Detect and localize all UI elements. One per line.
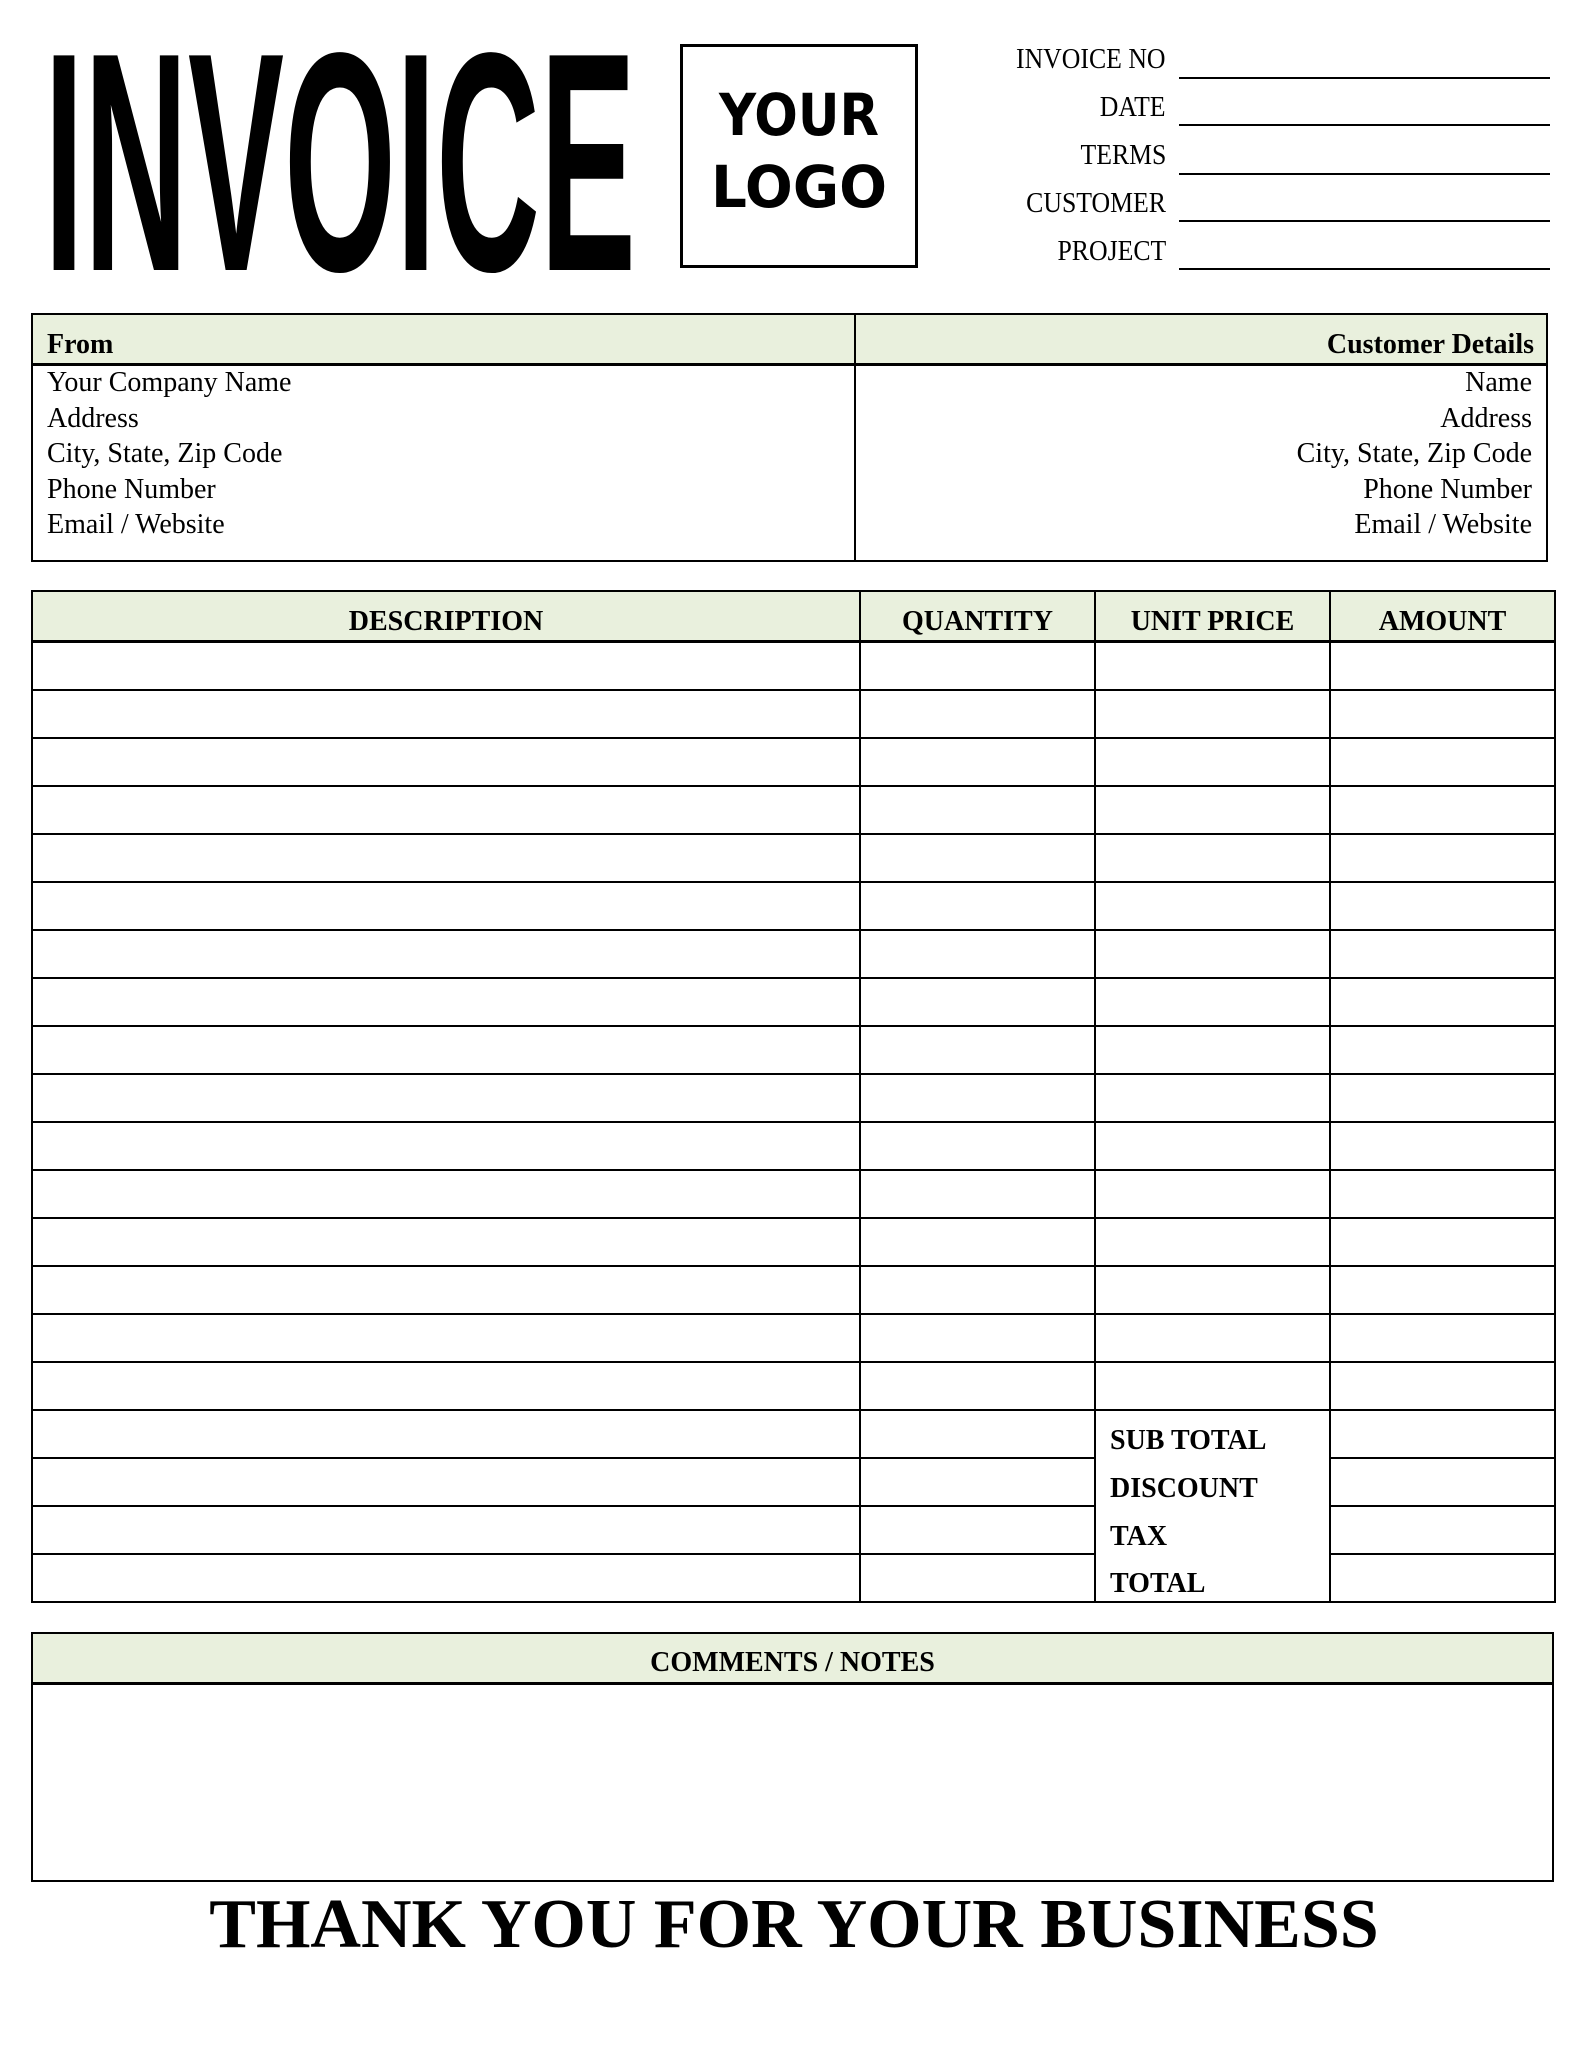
table-row — [32, 1314, 1555, 1362]
totals-value-sub-total[interactable] — [1330, 1410, 1555, 1458]
customer-details-heading: Customer Details — [1326, 329, 1534, 360]
column-header-amount: AMOUNT — [1330, 591, 1555, 642]
totals-value-tax[interactable] — [1330, 1506, 1555, 1554]
quantity-cell[interactable] — [860, 642, 1095, 691]
unit-price-cell[interactable] — [1095, 930, 1330, 978]
thank-you-message: THANK YOU FOR YOUR BUSINESS — [209, 1886, 1379, 1963]
totals-value-discount[interactable] — [1330, 1458, 1555, 1506]
customer-address-line[interactable]: Address — [1440, 402, 1532, 434]
quantity-cell[interactable] — [860, 1122, 1095, 1170]
description-cell[interactable] — [32, 642, 860, 691]
table-row — [32, 1266, 1555, 1314]
description-cell[interactable] — [32, 1266, 860, 1314]
table-row — [32, 882, 1555, 930]
totals-label-tax: TAX — [1095, 1506, 1330, 1554]
quantity-cell[interactable] — [860, 1362, 1095, 1410]
unit-price-cell[interactable] — [1095, 1314, 1330, 1362]
column-header-quantity: QUANTITY — [860, 591, 1095, 642]
unit-price-cell[interactable] — [1095, 642, 1330, 691]
amount-cell[interactable] — [1330, 882, 1555, 930]
from-company-name[interactable]: Your Company Name — [47, 367, 292, 398]
table-row — [32, 978, 1555, 1026]
quantity-cell[interactable] — [860, 978, 1095, 1026]
from-address-line[interactable]: Address — [47, 402, 139, 434]
table-row — [32, 1026, 1555, 1074]
unit-price-cell[interactable] — [1095, 1122, 1330, 1170]
unit-price-cell[interactable] — [1095, 1362, 1330, 1410]
comments-area[interactable] — [33, 1685, 1552, 1880]
amount-cell[interactable] — [1330, 930, 1555, 978]
table-row — [32, 1362, 1555, 1410]
customer-email-website[interactable]: Email / Website — [1354, 509, 1532, 540]
unit-price-cell[interactable] — [1095, 1074, 1330, 1122]
table-row — [32, 930, 1555, 978]
description-cell[interactable] — [32, 978, 860, 1026]
amount-cell[interactable] — [1330, 1362, 1555, 1410]
amount-cell[interactable] — [1330, 1170, 1555, 1218]
quantity-cell[interactable] — [860, 834, 1095, 882]
parties-divider — [854, 315, 856, 560]
table-row — [32, 1218, 1555, 1266]
column-header-description: DESCRIPTION — [32, 591, 860, 642]
invoice-title-text: INVOICE — [44, 44, 636, 276]
label-customer: CUSTOMER — [1026, 188, 1166, 219]
quantity-cell[interactable] — [860, 1074, 1095, 1122]
quantity-cell[interactable] — [860, 1170, 1095, 1218]
quantity-cell[interactable] — [860, 786, 1095, 834]
amount-cell[interactable] — [1330, 642, 1555, 691]
column-header-unit-price: UNIT PRICE — [1095, 591, 1330, 642]
quantity-cell[interactable] — [860, 738, 1095, 786]
unit-price-cell[interactable] — [1095, 978, 1330, 1026]
description-cell[interactable] — [32, 1314, 860, 1362]
customer-address — [1297, 365, 1532, 543]
line-items-body — [32, 642, 1555, 1603]
amount-cell[interactable] — [1330, 1122, 1555, 1170]
quantity-cell[interactable] — [860, 1314, 1095, 1362]
description-cell[interactable] — [32, 1218, 860, 1266]
quantity-cell[interactable] — [860, 1218, 1095, 1266]
customer-phone[interactable]: Phone Number — [1363, 473, 1532, 505]
comments-section — [31, 1632, 1554, 1882]
parties-header — [33, 315, 1546, 366]
field-customer[interactable] — [1179, 194, 1550, 222]
description-cell[interactable] — [32, 690, 860, 738]
amount-cell[interactable] — [1330, 1314, 1555, 1362]
amount-cell[interactable] — [1330, 786, 1555, 834]
quantity-cell[interactable] — [860, 1410, 1095, 1458]
amount-cell[interactable] — [1330, 738, 1555, 786]
amount-cell[interactable] — [1330, 690, 1555, 738]
description-cell[interactable] — [32, 1458, 860, 1506]
field-invoice-no[interactable] — [1179, 51, 1550, 79]
quantity-cell[interactable] — [860, 1554, 1095, 1602]
amount-cell[interactable] — [1330, 834, 1555, 882]
quantity-cell[interactable] — [860, 1458, 1095, 1506]
unit-price-cell[interactable] — [1095, 834, 1330, 882]
logo-line-2: LOGO — [711, 153, 887, 221]
description-cell[interactable] — [32, 738, 860, 786]
totals-value-total[interactable] — [1330, 1554, 1555, 1602]
description-cell[interactable] — [32, 1506, 860, 1554]
line-items-table — [31, 590, 1554, 1603]
quantity-cell[interactable] — [860, 1026, 1095, 1074]
logo-placeholder — [680, 44, 918, 268]
amount-cell[interactable] — [1330, 1266, 1555, 1314]
from-email-website[interactable]: Email / Website — [47, 509, 225, 540]
from-address — [47, 365, 291, 543]
totals-label-sub-total: SUB TOTAL — [1095, 1410, 1330, 1458]
quantity-cell[interactable] — [860, 882, 1095, 930]
label-invoice-no: INVOICE NO — [1016, 44, 1166, 75]
table-row — [32, 1458, 1555, 1506]
table-row — [32, 690, 1555, 738]
table-row — [32, 1074, 1555, 1122]
table-row — [32, 1554, 1555, 1602]
table-row — [32, 834, 1555, 882]
unit-price-cell[interactable] — [1095, 738, 1330, 786]
from-city-state-zip[interactable]: City, State, Zip Code — [47, 438, 283, 469]
description-cell[interactable] — [32, 1554, 860, 1602]
field-date[interactable] — [1179, 98, 1550, 126]
description-cell[interactable] — [32, 882, 860, 930]
unit-price-cell[interactable] — [1095, 786, 1330, 834]
unit-price-cell[interactable] — [1095, 1266, 1330, 1314]
logo-text — [683, 47, 915, 265]
description-cell[interactable] — [32, 1122, 860, 1170]
amount-cell[interactable] — [1330, 1026, 1555, 1074]
from-heading: From — [47, 329, 114, 360]
field-project[interactable] — [1179, 242, 1550, 270]
unit-price-cell[interactable] — [1095, 1170, 1330, 1218]
table-row — [32, 1506, 1555, 1554]
quantity-cell[interactable] — [860, 930, 1095, 978]
customer-city-state-zip[interactable]: City, State, Zip Code — [1296, 438, 1532, 469]
field-terms[interactable] — [1179, 147, 1550, 175]
description-cell[interactable] — [32, 1074, 860, 1122]
description-cell[interactable] — [32, 1362, 860, 1410]
amount-cell[interactable] — [1330, 1218, 1555, 1266]
unit-price-cell[interactable] — [1095, 1026, 1330, 1074]
totals-label-discount: DISCOUNT — [1095, 1458, 1330, 1506]
quantity-cell[interactable] — [860, 1266, 1095, 1314]
table-header-row — [32, 591, 1555, 642]
invoice-title — [44, 44, 644, 276]
amount-cell[interactable] — [1330, 978, 1555, 1026]
description-cell[interactable] — [32, 786, 860, 834]
table-row — [32, 1410, 1555, 1458]
quantity-cell[interactable] — [860, 690, 1095, 738]
table-row — [32, 1170, 1555, 1218]
description-cell[interactable] — [32, 1170, 860, 1218]
totals-label-total: TOTAL — [1095, 1554, 1330, 1602]
unit-price-cell[interactable] — [1095, 690, 1330, 738]
parties-box — [31, 313, 1548, 562]
label-terms: TERMS — [1080, 140, 1166, 171]
amount-cell[interactable] — [1330, 1074, 1555, 1122]
unit-price-cell[interactable] — [1095, 1218, 1330, 1266]
quantity-cell[interactable] — [860, 1506, 1095, 1554]
description-cell[interactable] — [32, 1026, 860, 1074]
label-date: DATE — [1100, 92, 1166, 123]
table-row — [32, 642, 1555, 691]
logo-line-1: YOUR — [718, 81, 879, 149]
description-cell[interactable] — [32, 1410, 860, 1458]
description-cell[interactable] — [32, 930, 860, 978]
label-project: PROJECT — [1057, 236, 1166, 267]
table-row — [32, 738, 1555, 786]
unit-price-cell[interactable] — [1095, 882, 1330, 930]
table-row — [32, 1122, 1555, 1170]
comments-heading: COMMENTS / NOTES — [33, 1634, 1552, 1685]
table-row — [32, 786, 1555, 834]
customer-name[interactable]: Name — [1465, 367, 1532, 398]
description-cell[interactable] — [32, 834, 860, 882]
from-phone[interactable]: Phone Number — [47, 473, 216, 505]
